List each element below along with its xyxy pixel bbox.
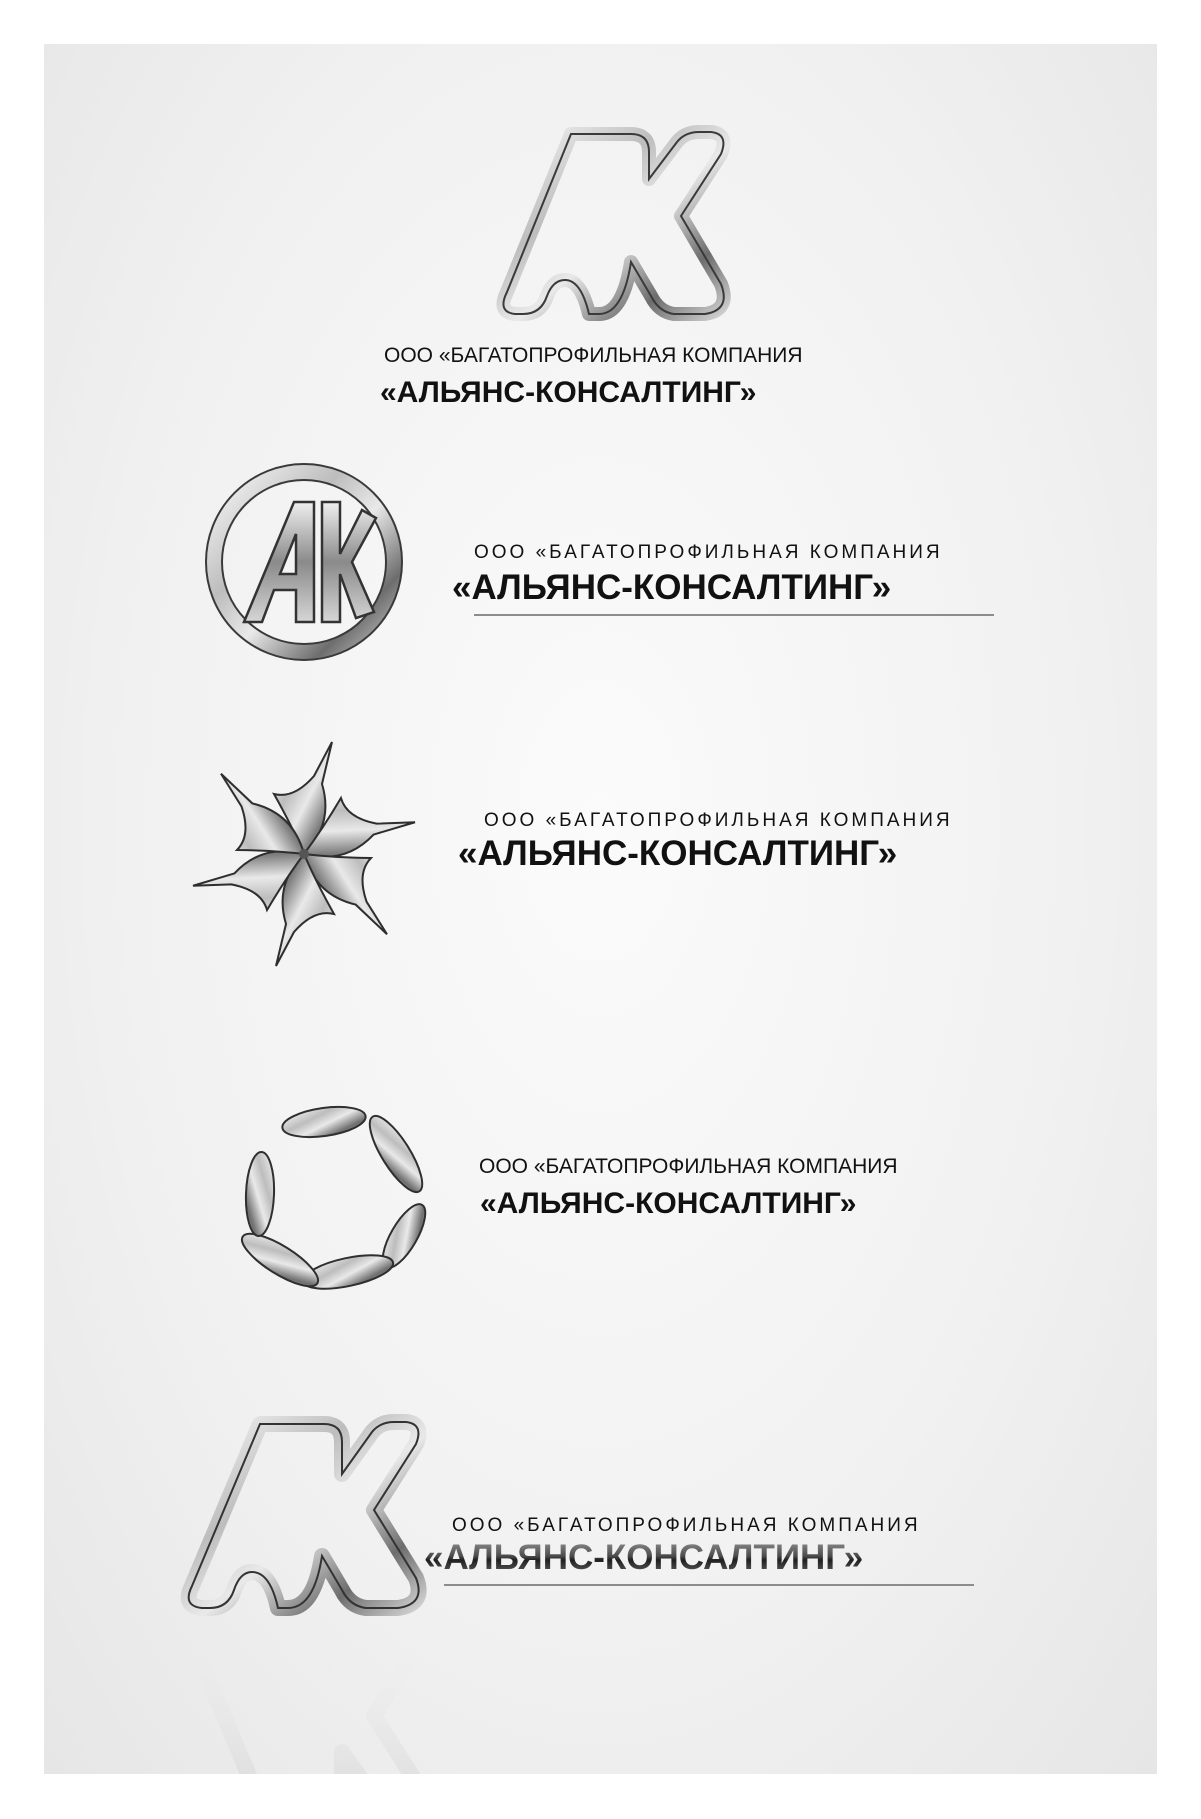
ak-outline-reflection-icon xyxy=(184,1414,424,1714)
logo-sheet xyxy=(44,44,1157,1774)
company-name-text: «АЛЬЯНС-КОНСАЛТИНГ» xyxy=(458,834,898,873)
star-swirl-icon xyxy=(184,734,424,974)
ring-links-icon xyxy=(224,1094,444,1294)
company-type-text: ООО «БАГАТОПРОФИЛЬНАЯ КОМПАНИЯ xyxy=(452,1515,921,1536)
company-type-text: ООО «БАГАТОПРОФИЛЬНАЯ КОМПАНИЯ xyxy=(479,1155,898,1178)
company-type-text: ООО «БАГАТОПРОФИЛЬНАЯ КОМПАНИЯ xyxy=(474,542,943,563)
company-name-text: «АЛЬЯНС-КОНСАЛТИНГ» xyxy=(480,1187,857,1220)
underline-rule xyxy=(474,614,994,616)
company-type-text: ООО «БАГАТОПРОФИЛЬНАЯ КОМПАНИЯ xyxy=(484,810,953,831)
company-type-text: ООО «БАГАТОПРОФИЛЬНАЯ КОМПАНИЯ xyxy=(384,344,803,367)
ak-circle-icon xyxy=(204,462,404,662)
company-name-text: «АЛЬЯНС-КОНСАЛТИНГ» xyxy=(380,376,757,409)
ak-outline-icon xyxy=(499,124,729,324)
underline-rule xyxy=(444,1584,974,1586)
company-name-text: «АЛЬЯНС-КОНСАЛТИНГ» xyxy=(452,568,892,607)
company-name-text: «АЛЬЯНС-КОНСАЛТИНГ» xyxy=(424,1538,864,1577)
